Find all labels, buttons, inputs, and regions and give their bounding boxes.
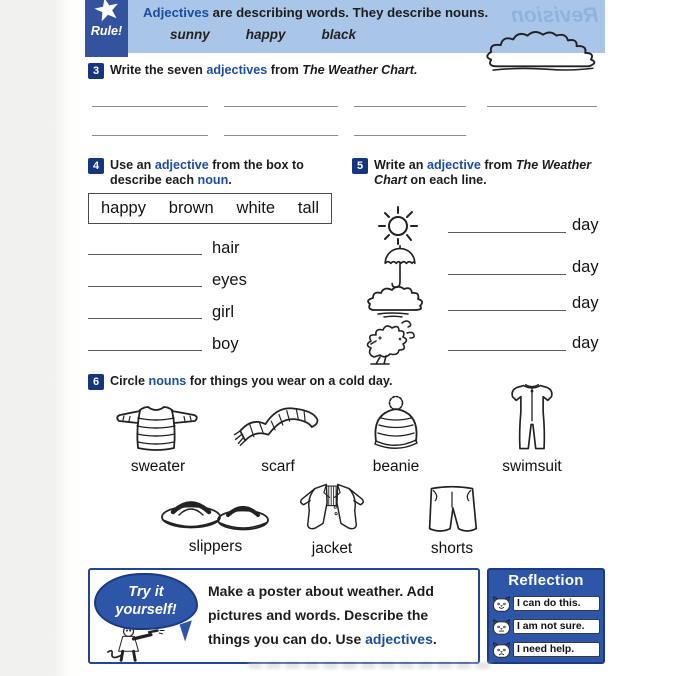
reflection-option-can-do[interactable] <box>492 593 600 614</box>
windy-icon <box>358 317 418 367</box>
section-4-number: 4 <box>88 158 104 174</box>
rule-examples: sunny happy black <box>170 27 357 42</box>
rule-keyword: Adjectives <box>143 5 209 20</box>
write-line-4[interactable] <box>487 106 597 107</box>
sun-icon <box>374 199 422 247</box>
section-5-heading: Write an adjective from The Weather Chart on each line. <box>374 158 592 187</box>
reflection-option-label: I need help. <box>513 642 600 657</box>
page-show-through <box>248 662 492 669</box>
reflection-box <box>487 568 605 664</box>
swimsuit-icon <box>478 380 586 456</box>
section-6-heading: Circle nouns for things you wear on a cold day. <box>110 374 393 388</box>
day-write-line[interactable] <box>448 350 566 351</box>
write-line-1[interactable] <box>92 106 208 107</box>
try-it-text: Make a poster about weather. Add pictures and words. Describe the things you can do. Use adjectives. <box>208 583 437 648</box>
section-4-heading: Use an adjective from the box to describe each noun. <box>110 158 304 187</box>
word-box-word: brown <box>168 199 214 217</box>
day-label: day <box>572 294 599 312</box>
section-5-number: 5 <box>352 158 368 174</box>
cloth-item-sweater[interactable] <box>104 398 212 476</box>
write-line-5[interactable] <box>92 135 208 136</box>
page-edge-shade <box>0 0 84 676</box>
noun-write-line[interactable] <box>88 350 202 351</box>
section-3-heading: Write the seven adjectives from The Weather Chart. <box>110 63 418 77</box>
cloth-label: sweater <box>130 458 186 475</box>
reflection-title: Reflection <box>508 572 584 589</box>
cloth-label: scarf <box>261 458 295 475</box>
try-it-box <box>88 568 480 664</box>
jacket-icon <box>282 478 382 538</box>
star-icon <box>94 0 120 23</box>
rule-tab-label: Rule! <box>90 24 123 38</box>
word-box-word: happy <box>101 199 146 217</box>
word-box-word: white <box>236 199 276 217</box>
cat-face-happy-icon <box>492 595 511 613</box>
speech-bubble: Try it yourself! <box>94 573 198 630</box>
day-write-line[interactable] <box>448 310 566 311</box>
slippers-icon <box>158 484 273 536</box>
reflection-option-label: I am not sure. <box>513 619 600 634</box>
section-3-number: 3 <box>88 63 104 79</box>
show-through-watermark: Revision <box>511 4 599 27</box>
beanie-icon <box>346 394 446 456</box>
cat-face-worried-icon <box>492 641 511 659</box>
write-line-2[interactable] <box>224 106 338 107</box>
cloth-item-beanie[interactable] <box>346 394 446 476</box>
write-line-3[interactable] <box>354 106 466 107</box>
day-write-line[interactable] <box>448 232 566 233</box>
adjective-word-box <box>88 193 332 224</box>
cloth-label: shorts <box>430 540 474 557</box>
day-write-line[interactable] <box>448 274 566 275</box>
noun-label: girl <box>212 303 235 321</box>
noun-write-line[interactable] <box>88 286 202 287</box>
word-box-word: tall <box>297 199 319 217</box>
write-line-7[interactable] <box>354 135 466 136</box>
section-6-number: 6 <box>88 374 104 390</box>
noun-label: boy <box>212 335 239 353</box>
shorts-icon <box>402 482 502 538</box>
reflection-option-not-sure[interactable] <box>492 616 600 637</box>
cloth-item-slippers[interactable] <box>158 484 273 556</box>
cloth-item-shorts[interactable] <box>402 482 502 558</box>
rule-tab <box>85 0 128 57</box>
rule-sentence: Adjectives are describing words. They describe nouns. <box>143 5 489 20</box>
day-label: day <box>572 334 599 352</box>
write-line-6[interactable] <box>224 135 338 136</box>
day-label: day <box>572 216 599 234</box>
noun-label: hair <box>212 239 240 257</box>
cloth-label: jacket <box>311 540 353 557</box>
noun-write-line[interactable] <box>88 254 202 255</box>
day-label: day <box>572 258 599 276</box>
scarf-icon <box>224 398 332 456</box>
cloth-label: slippers <box>188 538 243 555</box>
cloth-item-jacket[interactable] <box>282 478 382 558</box>
reflection-option-need-help[interactable] <box>492 639 600 660</box>
cloth-item-swimsuit[interactable] <box>478 380 586 476</box>
speech-bubble-tail <box>180 620 198 641</box>
noun-label: eyes <box>212 271 247 289</box>
cloth-label: swimsuit <box>502 458 562 475</box>
sweater-icon <box>104 398 212 456</box>
reflection-option-label: I can do this. <box>513 596 600 611</box>
cloth-label: beanie <box>372 458 420 475</box>
cat-face-unsure-icon <box>492 618 511 636</box>
cloud-icon <box>362 283 432 319</box>
cloth-item-scarf[interactable] <box>224 398 332 476</box>
noun-write-line[interactable] <box>88 318 202 319</box>
